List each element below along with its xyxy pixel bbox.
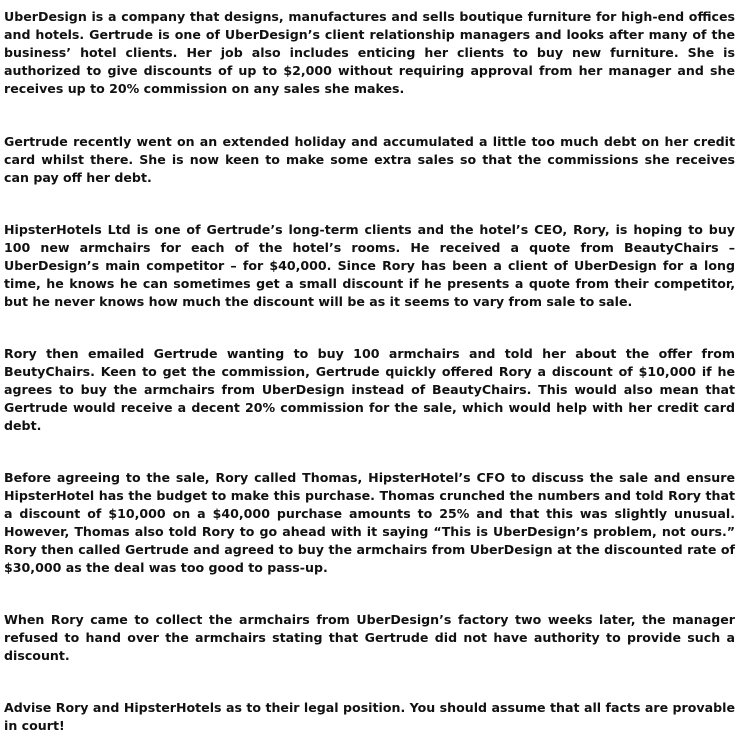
paragraph-discount-offer: Rory then emailed Gertrude wanting to buy 100 armchairs and told her about the offer from BeutyChairs. Keen to get the commission, Gertrude quickly offered Rory a discount of $10,000 if he agrees to buy the armchairs from UberDesign instead of BeautyChairs. This would also mean that Gertrude would receive a decent 20% commission for the sale, which would help with her credit card debt. bbox=[4, 346, 735, 433]
paragraph-question: Advise Rory and HipsterHotels as to their legal position. You should assume that all facts are provable in court! bbox=[4, 700, 735, 733]
paragraph-gertrude-debt: Gertrude recently went on an extended holiday and accumulated a little too much debt on her credit card whilst there. She is now keen to make some extra sales so that the commissions she receives can pay off her debt. bbox=[4, 134, 735, 185]
paragraph-hipsterhotels-quote: HipsterHotels Ltd is one of Gertrude’s long-term clients and the hotel’s CEO, Rory, is hoping to buy 100 new armchairs for each of the hotel’s rooms. He received a quote from BeautyChairs – UberDesign’s main competitor – for $40,000. Since Rory has been a client of UberDesign for a long time, he knows he can sometimes get a small discount if he presents a quote from their competitor, but he never knows how much the discount will be as it seems to vary from sale to sale. bbox=[4, 222, 735, 309]
paragraph-collection-refused: When Rory came to collect the armchairs from UberDesign’s factory two weeks later, the manager refused to hand over the armchairs stating that Gertrude did not have authority to provide such a discount. bbox=[4, 612, 735, 663]
paragraph-company-background: UberDesign is a company that designs, manufactures and sells boutique furniture for high-end offices and hotels. Gertrude is one of UberDesign’s client relationship managers and looks after many of the business’ hotel clients. Her job also includes enticing her clients to buy new furniture. She is authorized to give discounts of up to $2,000 without requiring approval from her manager and she receives up to 20% commission on any sales she makes. bbox=[4, 9, 735, 96]
paragraph-cfo-discussion: Before agreeing to the sale, Rory called Thomas, HipsterHotel’s CFO to discuss the sale and ensure HipsterHotel has the budget to make this purchase. Thomas crunched the numbers and told Rory that a discount of $10,000 on a $40,000 purchase amounts to 25% and that this was slightly unusual. However, Thomas also told Rory to go ahead with it saying “This is UberDesign’s problem, not ours.” Rory then called Gertrude and agreed to buy the armchairs from UberDesign at the discounted rate of $30,000 as the deal was too good to pass-up. bbox=[4, 470, 735, 575]
